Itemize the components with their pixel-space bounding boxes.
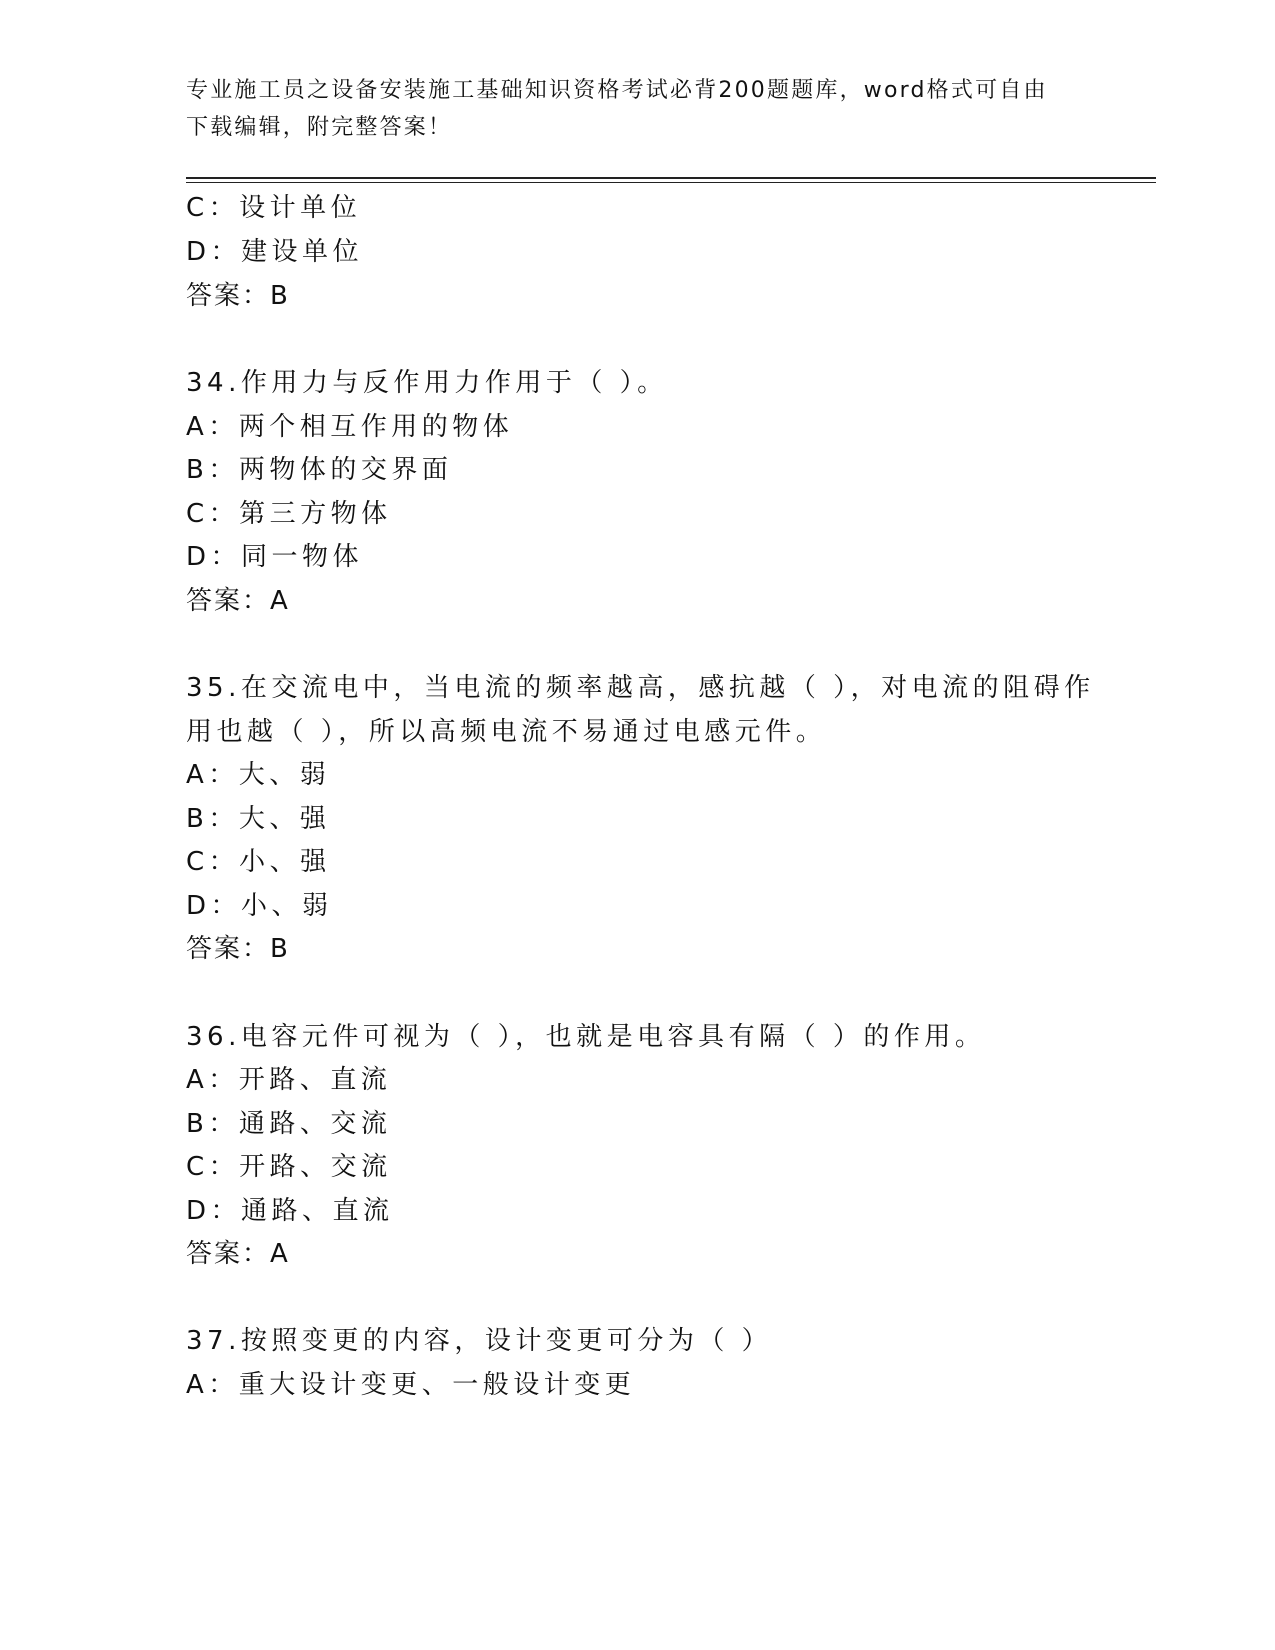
q35-option-d: D：小、弱 [186, 891, 333, 921]
q33-option-d: D：建设单位 [186, 237, 364, 267]
q34-option-b: B：两物体的交界面 [186, 455, 453, 485]
q35-option-a: A：大、弱 [186, 760, 331, 790]
q36-option-d: D：通路、直流 [186, 1196, 394, 1226]
document-header [186, 72, 1086, 146]
q36-stem: 36.电容元件可视为（ ），也就是电容具有隔（ ）的作用。 [186, 1022, 986, 1052]
q35-stem-line-2: 用也越（ ），所以高频电流不易通过电感元件。 [186, 717, 827, 747]
q35-option-c: C：小、强 [186, 847, 331, 877]
q36-option-c: C：开路、交流 [186, 1152, 392, 1182]
header-divider-thin [186, 182, 1156, 183]
q36-answer: 答案：A [186, 1239, 290, 1269]
q35-option-b: B：大、强 [186, 804, 331, 834]
q36-option-b: B：通路、交流 [186, 1109, 392, 1139]
header-line-1: 专业施工员之设备安装施工基础知识资格考试必背200题题库，word格式可自由 [186, 78, 1048, 103]
q34-stem: 34.作用力与反作用力作用于（ ）。 [186, 368, 668, 398]
q34-option-c: C：第三方物体 [186, 499, 392, 529]
q33-option-c: C：设计单位 [186, 193, 362, 223]
q36-option-a: A：开路、直流 [186, 1065, 392, 1095]
q34-option-d: D：同一物体 [186, 542, 364, 572]
q37-option-a: A：重大设计变更、一般设计变更 [186, 1370, 636, 1400]
q35-answer: 答案：B [186, 934, 290, 964]
q33-answer: 答案：B [186, 281, 290, 311]
q34-option-a: A：两个相互作用的物体 [186, 412, 514, 442]
header-line-2: 下载编辑，附完整答案！ [186, 115, 453, 140]
header-divider-thick [186, 177, 1156, 179]
q34-answer: 答案：A [186, 586, 290, 616]
q35-stem-line-1: 35.在交流电中，当电流的频率越高，感抗越（ ），对电流的阻碍作 [186, 673, 1095, 703]
q37-stem: 37.按照变更的内容，设计变更可分为（ ） [186, 1326, 773, 1356]
